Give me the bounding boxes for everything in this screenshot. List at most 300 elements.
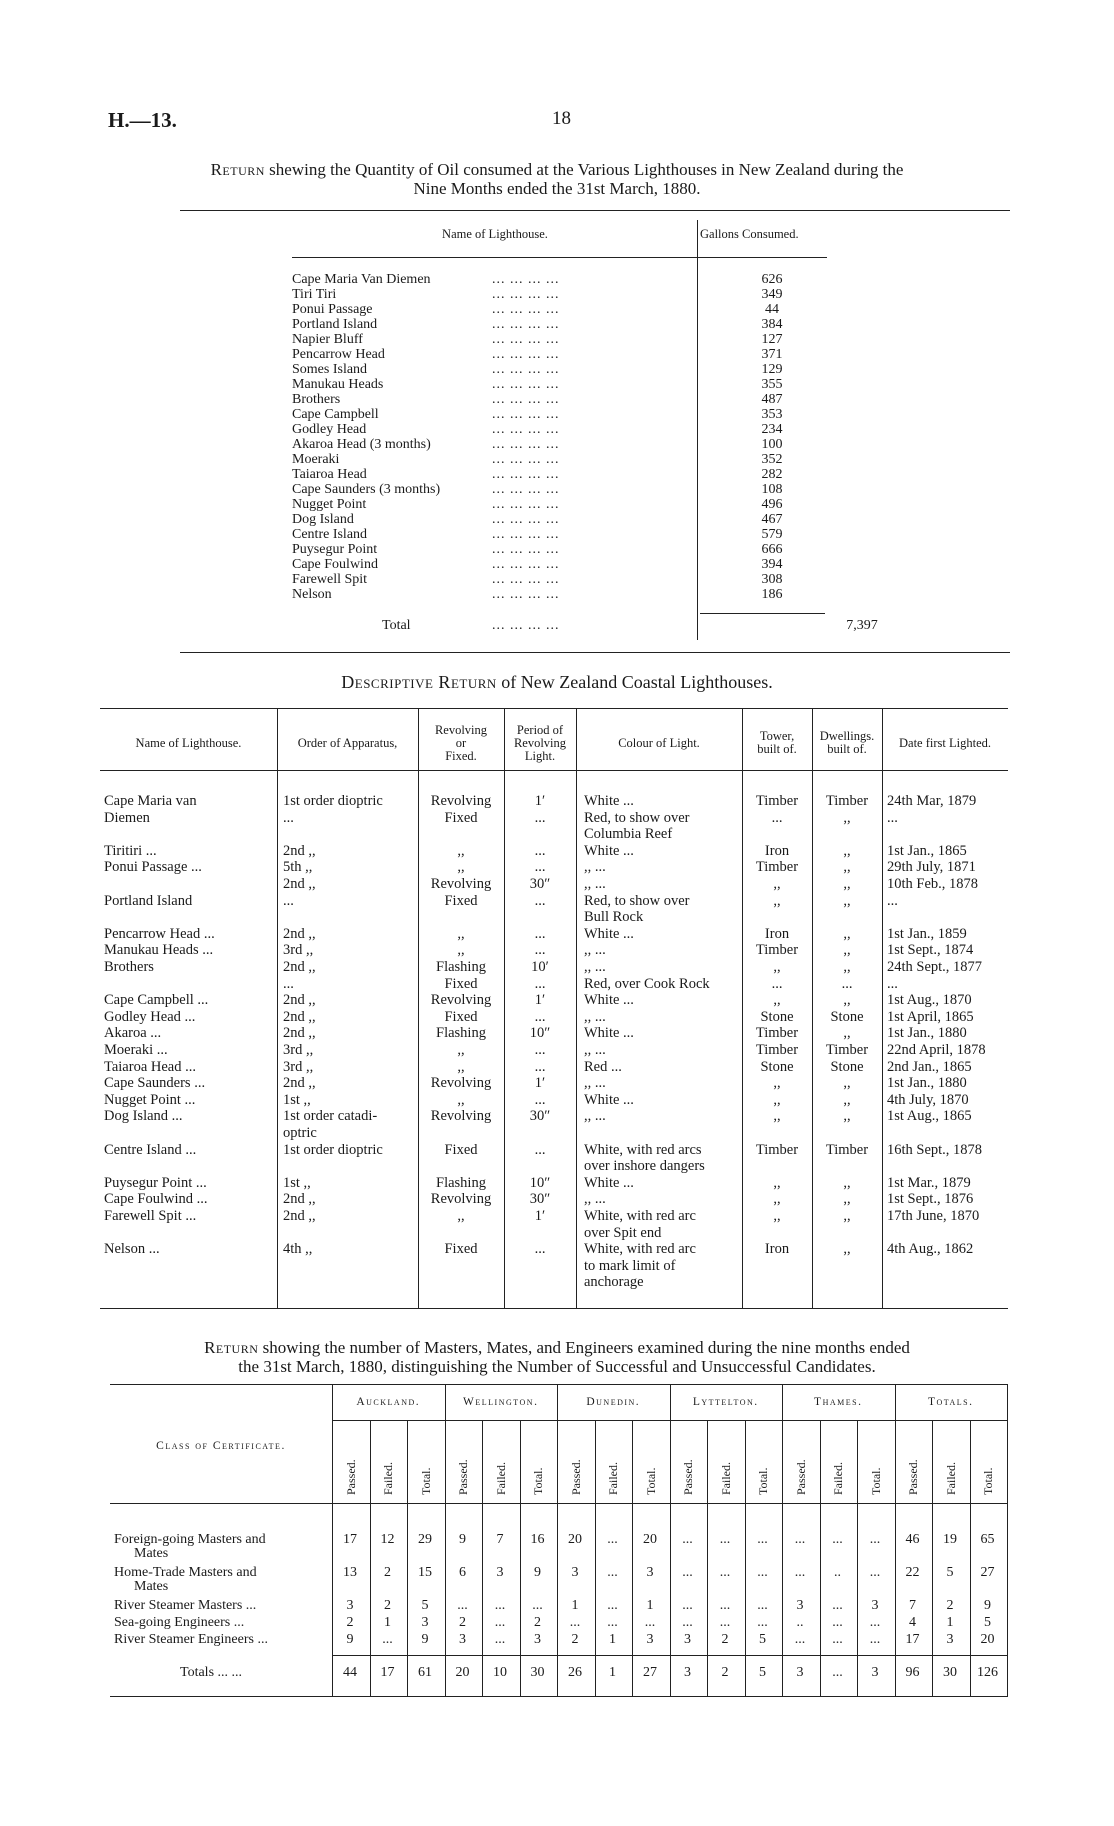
count-cell: 2 — [384, 1565, 391, 1580]
masters-col-line — [332, 1384, 333, 1696]
certificate-class: River Steamer Masters ... — [114, 1598, 257, 1613]
light-colour: ,, ... — [584, 959, 606, 975]
oil-row — [292, 302, 832, 317]
light-colour: to mark limit of — [584, 1257, 676, 1274]
date-first-lighted: 1st April, 1865 — [887, 1008, 974, 1025]
dwelling-material: Stone — [830, 1008, 864, 1025]
revolving-or-fixed: Fixed — [444, 809, 478, 826]
sub-column-header: Passed. — [456, 1459, 471, 1495]
light-colour: over Spit end — [584, 1224, 662, 1241]
leader-dots: ... ... ... ... — [492, 317, 560, 332]
sub-column-header: Total. — [418, 1467, 433, 1495]
apparatus-order: 1st order dioptric — [283, 793, 383, 809]
leader-dots: ... ... ... ... — [492, 287, 560, 302]
leader-dots: ... ... ... ... — [492, 392, 560, 407]
revolving-or-fixed: Revolving — [430, 876, 492, 892]
revolving-or-fixed: ,, — [457, 842, 465, 859]
total-cell: 1 — [609, 1665, 616, 1680]
leader-dots: ... ... ... ... — [492, 347, 560, 362]
sub-column-header: Total. — [981, 1467, 996, 1495]
sub-column-header: Total. — [868, 1467, 883, 1495]
revolving-period: 1′ — [534, 1075, 546, 1092]
apparatus-order: optric — [283, 1125, 317, 1141]
gallons-consumed: 487 — [761, 392, 783, 407]
revolving-period: 1′ — [534, 992, 546, 1009]
lighthouse-name: Cape Campbell ... — [104, 992, 209, 1009]
revolving-period: ... — [534, 1058, 546, 1075]
gallons-consumed: 467 — [761, 512, 783, 527]
count-cell: ... — [682, 1598, 693, 1613]
tower-material: Timber — [755, 1025, 799, 1042]
total-cell: 10 — [493, 1665, 507, 1680]
tower-material: ,, — [773, 1208, 781, 1224]
lighthouse-name: Portland Island — [104, 892, 193, 909]
masters-col-line — [932, 1420, 933, 1696]
revolving-or-fixed: ,, — [457, 1208, 465, 1224]
desc-header-name: Name of Lighthouse. — [135, 736, 242, 750]
count-cell: 1 — [646, 1598, 654, 1613]
oil-row — [292, 422, 832, 437]
header-line: Revolving — [434, 723, 488, 737]
desc-header-revolving — [418, 724, 504, 763]
oil-row — [292, 542, 832, 557]
region-header: Dunedin. — [586, 1396, 641, 1408]
masters-col-line — [595, 1420, 596, 1696]
gallons-consumed: 100 — [761, 437, 783, 452]
revolving-or-fixed: Fixed — [444, 1008, 478, 1025]
oil-total-rule — [700, 613, 825, 614]
masters-caption-line2: the 31st March, 1880, distinguishing the Number of Successful and Unsuccessful Candidates. — [238, 1357, 876, 1376]
count-cell: ... — [757, 1565, 768, 1580]
lighthouse-name: Nugget Point — [292, 497, 367, 512]
dwelling-material: ,, — [843, 1241, 851, 1258]
light-colour: ,, ... — [584, 1008, 606, 1025]
count-cell: 7 — [909, 1598, 916, 1613]
dwelling-material: ... — [841, 975, 853, 992]
revolving-period: ... — [534, 1091, 546, 1108]
gallons-consumed: 282 — [761, 467, 783, 482]
totals-label: Totals ... ... — [180, 1665, 243, 1680]
gallons-consumed: 371 — [761, 347, 783, 362]
revolving-period: ... — [534, 1141, 546, 1158]
revolving-or-fixed: Fixed — [444, 892, 478, 909]
tower-material: Timber — [755, 942, 799, 959]
count-cell: ... — [832, 1598, 843, 1613]
descriptive-header-rule — [100, 770, 1008, 771]
count-cell: 20 — [568, 1532, 582, 1547]
oil-row — [292, 437, 832, 452]
count-cell: ... — [832, 1532, 843, 1547]
oil-row — [292, 497, 832, 512]
lighthouse-name: Puysegur Point ... — [104, 1174, 207, 1191]
apparatus-order: 4th ,, — [283, 1241, 313, 1258]
count-cell: 2 — [534, 1615, 541, 1630]
count-cell: 3 — [421, 1615, 429, 1630]
date-first-lighted: ... — [887, 892, 898, 909]
count-cell: 3 — [346, 1598, 354, 1613]
total-cell: 30 — [943, 1665, 957, 1680]
count-cell: 3 — [946, 1632, 954, 1647]
count-cell: 5 — [759, 1632, 766, 1647]
lighthouse-name: Godley Head ... — [104, 1008, 196, 1025]
count-cell: ... — [757, 1615, 768, 1630]
lighthouse-name: Tiritiri ... — [104, 842, 157, 859]
lighthouse-name: Manukau Heads — [292, 377, 384, 392]
lighthouse-name: Brothers — [292, 392, 341, 407]
count-cell: 2 — [721, 1632, 729, 1647]
count-cell: ... — [757, 1532, 768, 1547]
masters-caption-text: showing the number of Masters, Mates, and Engineers examined during the nine months ended — [258, 1338, 910, 1357]
count-cell: 1 — [609, 1632, 616, 1647]
revolving-period: ... — [534, 809, 546, 826]
count-cell: 2 — [346, 1615, 354, 1630]
oil-row — [292, 587, 832, 602]
oil-total-row — [292, 618, 912, 633]
revolving-period: ... — [534, 1241, 546, 1258]
total-cell: 26 — [568, 1665, 582, 1680]
revolving-or-fixed: Revolving — [430, 1075, 492, 1092]
count-cell: 9 — [459, 1532, 466, 1547]
revolving-period: 30″ — [529, 1108, 551, 1125]
apparatus-order: 2nd ,, — [283, 1191, 316, 1208]
oil-total-label: Total — [382, 618, 411, 633]
masters-col-line — [970, 1420, 971, 1696]
count-cell: 17 — [905, 1632, 920, 1647]
masters-bottom-rule — [110, 1696, 1008, 1697]
oil-row — [292, 527, 832, 542]
lighthouse-name: Cape Foulwind ... — [104, 1191, 208, 1208]
certificate-class: Foreign-going Masters and — [114, 1532, 266, 1547]
header-line: Revolving — [513, 736, 567, 750]
count-cell: 1 — [571, 1598, 579, 1613]
revolving-period: 10″ — [529, 1025, 551, 1042]
lighthouse-name: Ponui Passage — [292, 302, 373, 317]
count-cell: 5 — [984, 1615, 991, 1630]
lighthouse-name: Pencarrow Head ... — [104, 925, 215, 942]
masters-col-line — [407, 1420, 408, 1696]
masters-col-line — [370, 1420, 371, 1696]
region-header: Wellington. — [463, 1396, 539, 1408]
tower-material: ,, — [773, 959, 781, 975]
count-cell: ... — [682, 1565, 693, 1580]
count-cell: ... — [869, 1632, 881, 1647]
count-cell: 3 — [871, 1598, 879, 1613]
date-first-lighted: 24th Sept., 1877 — [887, 959, 983, 975]
tower-material: Iron — [764, 925, 790, 942]
leader-dots: ... ... ... ... — [492, 332, 560, 347]
leader-dots: ... ... ... ... — [492, 467, 560, 482]
count-cell: 1 — [946, 1615, 954, 1630]
revolving-period: 30″ — [529, 876, 551, 892]
masters-col-line — [707, 1420, 708, 1696]
revolving-period: ... — [534, 1008, 546, 1025]
count-cell: 3 — [534, 1632, 541, 1647]
desc-header-date: Date first Lighted. — [899, 736, 991, 750]
region-header: Thames. — [814, 1396, 863, 1408]
count-cell: ... — [569, 1615, 581, 1630]
date-first-lighted: 4th Aug., 1862 — [887, 1241, 974, 1258]
oil-row — [292, 377, 832, 392]
light-colour: White ... — [584, 842, 634, 859]
leader-dots: ... ... ... ... — [492, 542, 560, 557]
gallons-consumed: 129 — [761, 362, 783, 377]
light-colour: White ... — [584, 1025, 634, 1042]
count-cell: ... — [532, 1598, 543, 1613]
header-line: Light. — [524, 749, 556, 763]
oil-row — [292, 332, 832, 347]
light-colour: White ... — [584, 793, 634, 809]
certificate-class: Sea-going Engineers ... — [114, 1615, 245, 1630]
oil-table-top-rule — [180, 210, 1010, 211]
count-cell: 3 — [646, 1632, 654, 1647]
revolving-or-fixed: Flashing — [436, 1025, 486, 1042]
gallons-consumed: 108 — [761, 482, 783, 497]
sub-column-header: Passed. — [681, 1459, 696, 1495]
light-colour: White ... — [584, 1174, 634, 1191]
total-cell: 44 — [343, 1665, 357, 1680]
certificate-class-cont: Mates — [134, 1579, 169, 1594]
sub-column-header: Passed. — [906, 1459, 921, 1495]
lighthouse-name: Napier Bluff — [292, 332, 363, 347]
dwelling-material: ,, — [843, 1025, 851, 1042]
apparatus-order: 1st ,, — [283, 1174, 311, 1191]
descriptive-caption-lead: Descriptive Return — [341, 672, 497, 692]
count-cell: 5 — [946, 1565, 954, 1580]
revolving-period: ... — [534, 925, 546, 942]
lighthouse-name: Farewell Spit ... — [104, 1208, 197, 1224]
count-cell: ... — [382, 1632, 393, 1647]
header-line: built of. — [757, 742, 797, 756]
count-cell: 2 — [384, 1598, 391, 1613]
light-colour: Red, to show over — [584, 892, 690, 909]
count-cell: ... — [794, 1532, 806, 1547]
header-line: Fixed. — [445, 749, 477, 763]
masters-col-line — [857, 1420, 858, 1696]
desc-header-period — [504, 724, 576, 763]
gallons-consumed: 355 — [761, 377, 783, 392]
sub-column-header: Failed. — [381, 1462, 396, 1495]
lighthouse-name: Taiaroa Head — [292, 467, 367, 482]
lighthouse-name: Manukau Heads ... — [104, 942, 214, 959]
tower-material: ,, — [773, 1075, 781, 1092]
lighthouse-name: Dog Island — [292, 512, 354, 527]
light-colour: White, with red arcs — [584, 1141, 702, 1158]
caption-text-line2: Nine Months ended the 31st March, 1880. — [413, 179, 701, 198]
gallons-consumed: 666 — [761, 542, 783, 557]
revolving-or-fixed: Fixed — [444, 1141, 478, 1158]
leader-dots: ... ... ... ... — [492, 377, 560, 392]
tower-material: ,, — [773, 876, 781, 892]
count-cell: 5 — [421, 1598, 429, 1613]
apparatus-order: 1st order dioptric — [283, 1141, 383, 1158]
tower-material: ,, — [773, 892, 781, 909]
light-colour: ,, ... — [584, 1191, 606, 1208]
total-cell: 61 — [418, 1665, 432, 1680]
light-colour: Bull Rock — [584, 909, 644, 926]
leader-dots: ... ... ... ... — [492, 587, 560, 602]
light-colour: ,, ... — [584, 1042, 606, 1058]
sub-column-header: Total. — [756, 1467, 771, 1495]
count-cell: .. — [796, 1615, 804, 1630]
masters-caption — [100, 1338, 1014, 1376]
leader-dots: ... ... ... ... — [492, 407, 560, 422]
apparatus-order: 1st ,, — [283, 1091, 311, 1108]
total-cell: 2 — [721, 1665, 729, 1680]
count-cell: ... — [457, 1598, 468, 1613]
revolving-or-fixed: Flashing — [436, 959, 486, 975]
count-cell: ... — [869, 1615, 881, 1630]
oil-row — [292, 407, 832, 422]
count-cell: 3 — [459, 1632, 466, 1647]
count-cell: 2 — [946, 1598, 954, 1613]
count-cell: ... — [494, 1632, 506, 1647]
count-cell: ... — [607, 1598, 618, 1613]
lighthouse-name: Nelson ... — [104, 1241, 160, 1258]
revolving-or-fixed: ,, — [457, 1042, 465, 1058]
dwelling-material: ,, — [843, 1075, 851, 1092]
leader-dots: ... ... ... ... — [492, 422, 560, 437]
date-first-lighted: 4th July, 1870 — [887, 1091, 969, 1108]
revolving-or-fixed: Fixed — [444, 1241, 478, 1258]
count-cell: 17 — [343, 1532, 357, 1547]
dwelling-material: ,, — [843, 892, 851, 909]
light-colour: ,, ... — [584, 859, 606, 876]
certificate-class: Home-Trade Masters and — [114, 1565, 257, 1580]
descriptive-top-rule — [100, 708, 1008, 709]
oil-table-header-rule — [292, 257, 827, 258]
tower-material: ... — [771, 809, 783, 826]
dwelling-material: ,, — [843, 1208, 851, 1224]
apparatus-order: 5th ,, — [283, 859, 313, 876]
oil-row — [292, 362, 832, 377]
leader-dots: ... ... ... ... — [492, 272, 560, 287]
revolving-period: ... — [534, 842, 546, 859]
lighthouse-name: Somes Island — [292, 362, 368, 377]
tower-material: ,, — [773, 1191, 781, 1208]
oil-row — [292, 347, 832, 362]
count-cell: 27 — [980, 1565, 995, 1580]
count-cell: 15 — [418, 1565, 432, 1580]
descriptive-bottom-rule — [100, 1308, 1008, 1309]
gallons-consumed: 44 — [765, 302, 779, 317]
revolving-period: 30″ — [529, 1191, 551, 1208]
date-first-lighted: 29th July, 1871 — [887, 859, 976, 876]
total-cell: 126 — [977, 1665, 998, 1680]
leader-dots: ... ... ... ... — [492, 497, 560, 512]
dwelling-material: ,, — [843, 942, 851, 959]
tower-material: Stone — [760, 1008, 794, 1025]
count-cell: 13 — [343, 1565, 357, 1580]
lighthouse-name: Nelson — [292, 587, 332, 602]
count-cell: ... — [494, 1615, 506, 1630]
count-cell: 9 — [346, 1632, 354, 1647]
tower-material: Iron — [764, 1241, 790, 1258]
date-first-lighted: 24th Mar, 1879 — [887, 793, 977, 809]
lighthouse-name: Puysegur Point — [292, 542, 378, 557]
dwelling-material: ,, — [843, 992, 851, 1009]
gallons-consumed: 353 — [761, 407, 783, 422]
descriptive-caption — [100, 673, 1014, 692]
dwelling-material: ,, — [843, 1108, 851, 1125]
tower-material: Timber — [755, 793, 799, 809]
tower-material: Iron — [764, 842, 790, 859]
apparatus-order: ... — [283, 975, 294, 992]
dwelling-material: ,, — [843, 959, 851, 975]
apparatus-order: 2nd ,, — [283, 1208, 316, 1224]
oil-return-caption — [100, 160, 1014, 198]
lighthouse-name: Dog Island ... — [104, 1108, 183, 1125]
apparatus-order: 2nd ,, — [283, 1025, 316, 1042]
count-cell: 2 — [571, 1632, 579, 1647]
count-cell: ... — [607, 1615, 618, 1630]
revolving-or-fixed: Revolving — [430, 793, 492, 809]
total-cell: 17 — [380, 1665, 395, 1680]
date-first-lighted: 17th June, 1870 — [887, 1208, 980, 1224]
leader-dots: ... ... ... ... — [492, 437, 560, 452]
lighthouse-name: Taiaroa Head ... — [104, 1058, 196, 1075]
light-colour: White ... — [584, 992, 634, 1009]
count-cell: ... — [832, 1632, 843, 1647]
count-cell: 46 — [905, 1532, 920, 1547]
count-cell: 16 — [530, 1532, 545, 1547]
masters-col-line — [670, 1384, 671, 1696]
masters-col-line — [445, 1384, 446, 1696]
count-cell: ... — [719, 1532, 731, 1547]
oil-row — [292, 452, 832, 467]
revolving-or-fixed: Revolving — [430, 1108, 492, 1125]
lighthouse-name: Akaroa Head (3 months) — [292, 437, 431, 452]
leader-dots: ... ... ... ... — [492, 572, 560, 587]
oil-row — [292, 317, 832, 332]
gallons-consumed: 234 — [761, 422, 783, 437]
gallons-consumed: 579 — [761, 527, 783, 542]
count-cell: 29 — [418, 1532, 432, 1547]
leader-dots: ... ... ... ... — [492, 302, 560, 317]
date-first-lighted: 1st Jan., 1880 — [887, 1075, 967, 1092]
date-first-lighted: 10th Feb., 1878 — [887, 876, 979, 892]
oil-row — [292, 512, 832, 527]
total-cell: 3 — [684, 1665, 691, 1680]
lighthouse-name: Diemen — [104, 809, 150, 826]
lighthouse-name: Centre Island ... — [104, 1141, 197, 1158]
count-cell: ... — [794, 1632, 806, 1647]
desc-header-dwellings — [812, 730, 882, 756]
masters-col-line — [820, 1420, 821, 1696]
header-line: Period of — [516, 723, 564, 737]
oil-row — [292, 287, 832, 302]
apparatus-order: 3rd ,, — [283, 942, 314, 959]
count-cell: ... — [719, 1598, 731, 1613]
total-cell: 3 — [796, 1665, 804, 1680]
leader-dots: ... ... ... ... — [492, 452, 560, 467]
count-cell: ... — [719, 1615, 731, 1630]
page-number: 18 — [552, 108, 571, 129]
revolving-or-fixed: ,, — [457, 925, 465, 942]
gallons-consumed: 349 — [761, 287, 783, 302]
light-colour: ,, ... — [584, 1075, 606, 1092]
tower-material: ,, — [773, 1174, 781, 1191]
count-cell: 9 — [984, 1598, 991, 1613]
tower-material: Timber — [755, 1141, 799, 1158]
total-cell: 96 — [905, 1665, 920, 1680]
total-cell: 30 — [530, 1665, 545, 1680]
count-cell: 4 — [909, 1615, 916, 1630]
lighthouse-name: Farewell Spit — [292, 572, 368, 587]
dwelling-material: Timber — [825, 1042, 869, 1058]
revolving-period: ... — [534, 859, 546, 876]
date-first-lighted: ... — [887, 975, 898, 992]
apparatus-order: 2nd ,, — [283, 992, 316, 1009]
